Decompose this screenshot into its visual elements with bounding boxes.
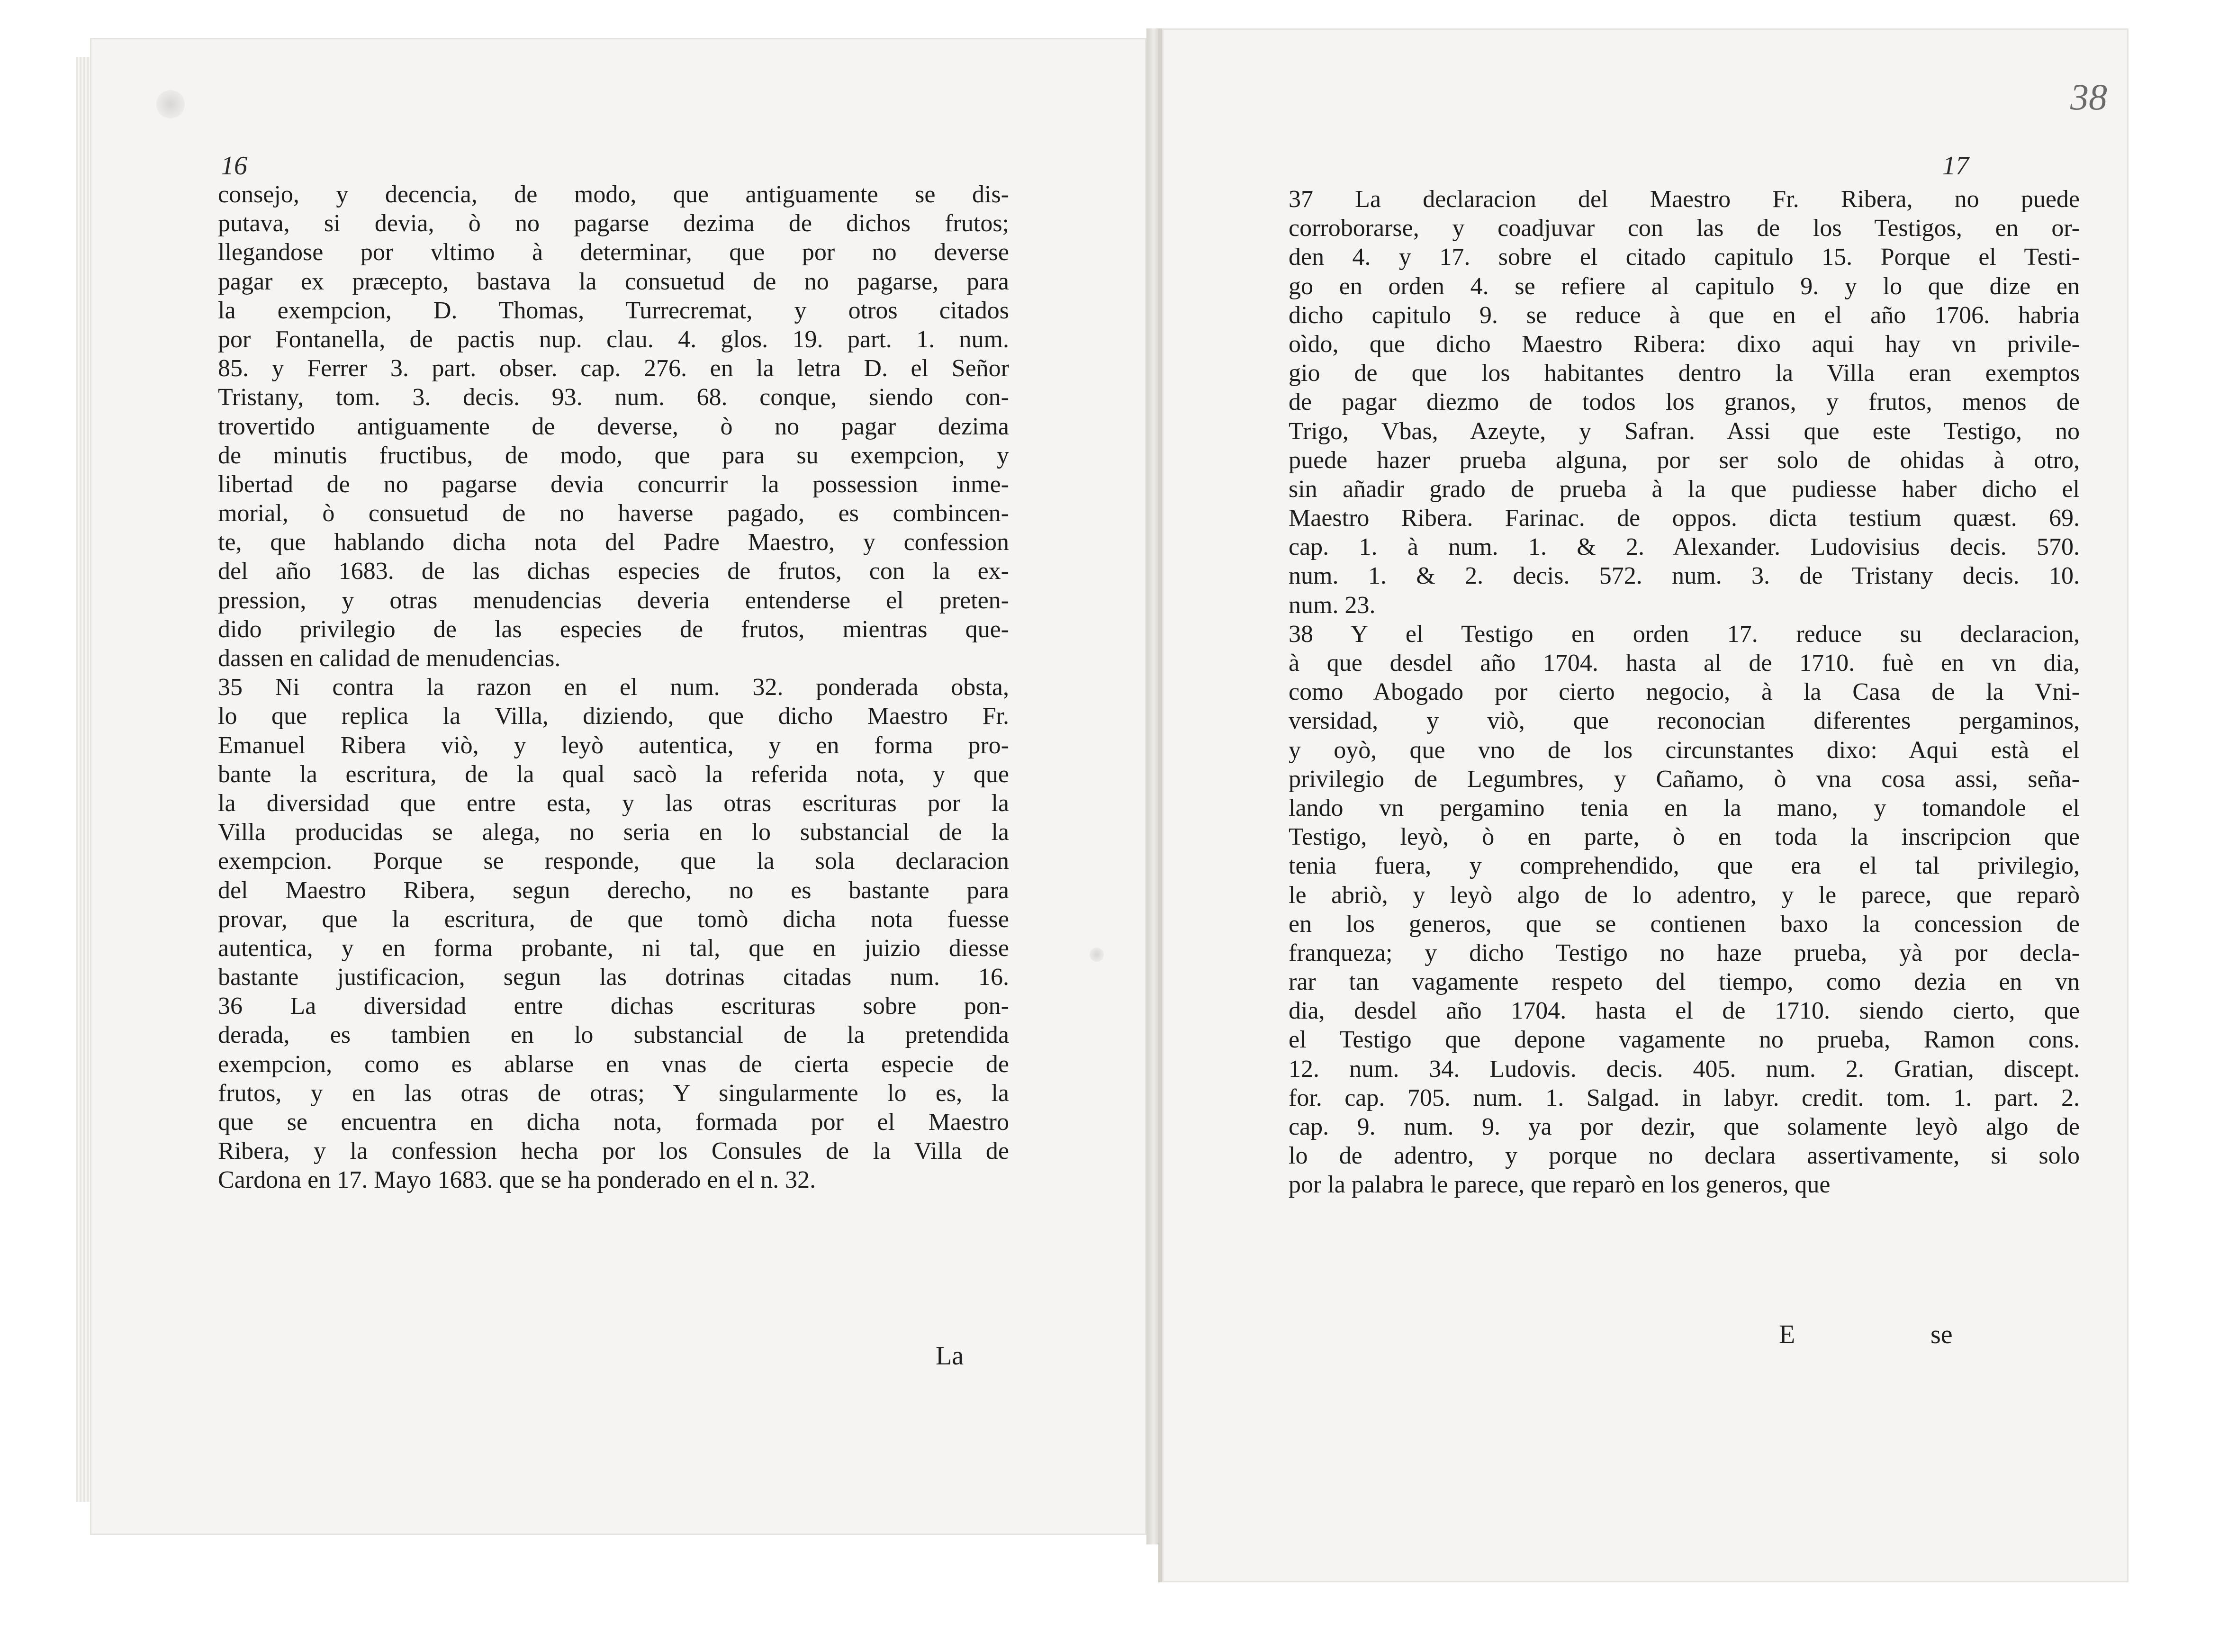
text-line: à que desdel año 1704. hasta al de 1710. fuè en vn dia, xyxy=(1289,650,2080,677)
text-line: provar, que la escritura, de que tomò dicha nota fuesse xyxy=(218,905,1009,933)
text-line: bastante justificacion, segun las dotrinas citadas num. 16. xyxy=(218,964,1009,991)
text-line: Villa producidas se alega, no seria en lo substancial de la xyxy=(218,819,1009,846)
text-line: Testigo, leyò, ò en parte, ò en toda la inscripcion que xyxy=(1289,823,2080,851)
text-line: por Fontanella, de pactis nup. clau. 4. glos. 19. part. 1. num. xyxy=(218,325,1009,353)
text-line: lo de adentro, y porque no declara assertivamente, si solo xyxy=(1289,1142,2080,1170)
text-line: versidad, y viò, que reconocian diferentes pergaminos, xyxy=(1289,707,2080,735)
text-line: gio de que los habitantes dentro la Villa eran exemptos xyxy=(1289,360,2080,387)
left-page-text xyxy=(218,152,1009,1195)
text-line: morial, ò consuetud de no haverse pagado, es combincen- xyxy=(218,500,1009,527)
text-line: frutos, y en las otras de otras; Y singularmente lo es, la xyxy=(218,1079,1009,1107)
text-line: y oyò, que vno de los circunstantes dixo: Aqui està el xyxy=(1289,736,2080,764)
text-line: trovertido antiguamente de deverse, ò no pagar dezima xyxy=(218,413,1009,440)
text-line: consejo, y decencia, de modo, que antiguamente se dis- xyxy=(218,181,1009,208)
text-line: num. 23. xyxy=(1289,591,1376,619)
text-line: derada, es tambien en lo substancial de la pretendida xyxy=(218,1021,1009,1049)
text-line: lo que replica la Villa, diziendo, que dicho Maestro Fr. xyxy=(218,703,1009,730)
text-line: autentica, y en forma probante, ni tal, que en juizio diesse xyxy=(218,934,1009,962)
text-line: Ribera, y la confession hecha por los Consules de la Villa de xyxy=(218,1137,1009,1165)
text-line: puede hazer prueba alguna, por ser solo de ohidas à otro, xyxy=(1289,446,2080,474)
text-line: dido privilegio de las especies de frutos, mientras que- xyxy=(218,615,1009,643)
text-line: como Abogado por cierto negocio, à la Casa de la Vni- xyxy=(1289,678,2080,706)
text-line: la diversidad que entre esta, y las otras escrituras por la xyxy=(218,789,1009,817)
text-line: del año 1683. de las dichas especies de frutos, con la ex- xyxy=(218,558,1009,585)
text-line: la exempcion, D. Thomas, Turrecremat, y otros citados xyxy=(218,297,1009,324)
text-line: pression, y otras menudencias deveria entenderse el preten- xyxy=(218,587,1009,614)
text-line: dicho capitulo 9. se reduce à que en el año 1706. habria xyxy=(1289,301,2080,329)
page-smudge xyxy=(1090,948,1104,962)
page-smudge xyxy=(156,90,185,118)
text-line: corroborarse, y coadjuvar con las de los Testigos, en or- xyxy=(1289,215,2080,242)
text-line: privilegio de Legumbres, y Cañamo, ò vna cosa assi, seña- xyxy=(1289,765,2080,793)
text-line: oìdo, que dicho Maestro Ribera: dixo aqui hay vn privile- xyxy=(1289,330,2080,358)
text-line: 85. y Ferrer 3. part. obser. cap. 276. en la letra D. el Señor xyxy=(218,355,1009,382)
text-line: pagar ex præcepto, bastava la consuetud de no pagarse, para xyxy=(218,268,1009,295)
text-line: tenia fuera, y comprehendido, que era el tal privilegio, xyxy=(1289,852,2080,880)
text-line: dassen en calidad de menudencias. xyxy=(218,645,561,672)
text-line: Maestro Ribera. Farinac. de oppos. dicta testium quæst. 69. xyxy=(1289,505,2080,532)
text-line: que se encuentra en dicha nota, formada por el Maestro xyxy=(218,1109,1009,1136)
signature-mark: E xyxy=(1779,1320,1795,1349)
text-line: dia, desdel año 1704. hasta el de 1710. siendo cierto, que xyxy=(1289,997,2080,1025)
text-line: libertad de no pagarse devia concurrir la possession inme- xyxy=(218,470,1009,498)
text-line: for. cap. 705. num. 1. Salgad. in labyr. credit. tom. 1. part. 2. xyxy=(1289,1084,2080,1111)
right-catchword: se xyxy=(1930,1320,1953,1349)
text-line: por la palabra le parece, que reparò en los generos, que xyxy=(1289,1171,1831,1199)
left-page-number: 16 xyxy=(221,151,247,181)
text-line: 12. num. 34. Ludovis. decis. 405. num. 2. Gratian, discept. xyxy=(1289,1055,2080,1083)
text-line: en los generos, que se contienen baxo la concession de xyxy=(1289,910,2080,938)
text-line: exempcion, como es ablarse en vnas de cierta especie de xyxy=(218,1050,1009,1078)
text-line: den 4. y 17. sobre el citado capitulo 15. Porque el Testi- xyxy=(1289,244,2080,271)
text-line: Emanuel Ribera viò, y leyò autentica, y en forma pro- xyxy=(218,731,1009,759)
text-line: 38 Y el Testigo en orden 17. reduce su declaracion, xyxy=(1289,620,2080,648)
text-line: Trigo, Vbas, Azeyte, y Safran. Assi que este Testigo, no xyxy=(1289,417,2080,445)
text-line: bante la escritura, de la qual sacò la referida nota, y que xyxy=(218,760,1009,788)
left-catchword: La xyxy=(936,1341,964,1371)
text-line: sin añadir grado de prueba à la que pudiesse haber dicho el xyxy=(1289,475,2080,503)
text-line: exempcion. Porque se responde, que la sola declaracion xyxy=(218,848,1009,875)
text-line: 35 Ni contra la razon en el num. 32. ponderada obsta, xyxy=(218,674,1009,701)
text-line: putava, si devia, ò no pagarse dezima de dichos frutos; xyxy=(218,210,1009,237)
text-line: de minutis fructibus, de modo, que para su exempcion, y xyxy=(218,442,1009,469)
text-line: de pagar diezmo de todos los granos, y frutos, menos de xyxy=(1289,388,2080,416)
right-page-text xyxy=(1289,166,2080,1200)
text-line: te, que hablando dicha nota del Padre Maestro, y confession xyxy=(218,529,1009,556)
text-line: go en orden 4. se refiere al capitulo 9. y lo que dize en xyxy=(1289,272,2080,300)
text-line: 37 La declaracion del Maestro Fr. Ribera, no puede xyxy=(1289,186,2080,213)
text-line: cap. 9. num. 9. ya por dezir, que solamente leyò algo de xyxy=(1289,1113,2080,1140)
text-line: le abriò, y leyò algo de lo adentro, y le parece, que reparò xyxy=(1289,881,2080,909)
text-line: num. 1. & 2. decis. 572. num. 3. de Tristany decis. 10. xyxy=(1289,562,2080,590)
text-line: lando vn pergamino tenia en la mano, y tomandole el xyxy=(1289,794,2080,821)
text-line: Tristany, tom. 3. decis. 93. num. 68. conque, siendo con- xyxy=(218,384,1009,411)
text-line: 36 La diversidad entre dichas escrituras sobre pon- xyxy=(218,993,1009,1020)
text-line: el Testigo que depone vagamente no prueba, Ramon cons. xyxy=(1289,1026,2080,1054)
text-line: Cardona en 17. Mayo 1683. que se ha ponderado en el n. 32. xyxy=(218,1166,816,1194)
text-line: llegandose por vltimo à determinar, que por no deverse xyxy=(218,239,1009,266)
text-line: cap. 1. à num. 1. & 2. Alexander. Ludovisius decis. 570. xyxy=(1289,533,2080,561)
text-line: rar tan vagamente respeto del tiempo, como dezia en vn xyxy=(1289,968,2080,996)
right-page-number: 17 xyxy=(1942,151,1969,181)
archive-folio-mark: 38 xyxy=(2070,76,2107,117)
text-line: franqueza; y dicho Testigo no haze prueba, yà por decla- xyxy=(1289,939,2080,966)
text-line: del Maestro Ribera, segun derecho, no es bastante para xyxy=(218,876,1009,904)
